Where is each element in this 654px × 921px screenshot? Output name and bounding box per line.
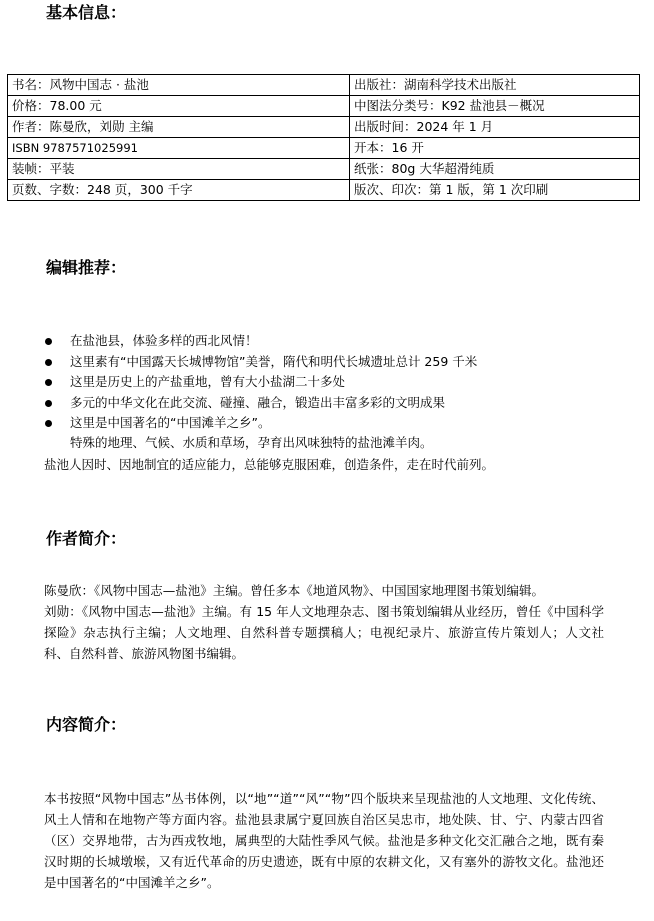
bullet-icon (45, 400, 52, 407)
classification-cell: 中图法分类号：K92 盐池县－概况 (350, 96, 640, 117)
publisher-cell: 出版社：湖南科学技术出版社 (350, 75, 640, 96)
table-row (8, 75, 640, 96)
isbn-cell: ISBN 9787571025991 (8, 138, 350, 159)
editor-indented-line: 特殊的地理、气候、水质和草场，孕育出风味独特的盐池滩羊肉。 (70, 435, 433, 450)
list-item (44, 413, 624, 434)
edition-cell: 版次、印次：第 1 版，第 1 次印刷 (350, 180, 640, 201)
binding-cell: 装帧：平装 (8, 159, 350, 180)
basic-info-heading: 基本信息： (46, 3, 127, 22)
author-paragraph-chen: 陈曼欣：《风物中国志—盐池》主编。曾任多本《地道风物》、中国国家地理图书策划编辑。 (44, 583, 545, 598)
table-row (8, 96, 640, 117)
content-paragraph: 本书按照“风物中国志”丛书体例，以“地”“道”“风”“物”四个版块来呈现盐池的人文地理、文化传统、风土人情和在地物产等方面内容。盐池县隶属宁夏回族自治区吴忠市，地处陕、甘、宁、内蒙古四省（区）交界地带，古为西戎牧地，属典型的大陆性季风气候。盐池是多种文化交汇融合之地，既有秦汉时期的长城墩堠，又有近代革命的历史遗迹，既有中原的农耕文化，又有塞外的游牧文化。盐池还是中国著名的“中国滩羊之乡”。 (44, 791, 604, 890)
editor-closing-line: 盐池人因时、因地制宜的适应能力，总能够克服困难，创造条件，走在时代前列。 (44, 457, 495, 472)
pages-cell: 页数、字数：248 页，300 千字 (8, 180, 350, 201)
author-cell: 作者：陈曼欣，刘勋 主编 (8, 117, 350, 138)
author-intro-heading: 作者简介： (46, 529, 127, 548)
bullet-text: 多元的中华文化在此交流、碰撞、融合，锻造出丰富多彩的文明成果 (70, 394, 446, 410)
editor-bullet-list (44, 331, 624, 434)
list-item (44, 352, 624, 373)
list-item (44, 331, 624, 352)
content-intro-heading: 内容简介： (46, 715, 127, 734)
author-paragraph-liu: 刘勋：《风物中国志—盐池》主编。有 15 年人文地理杂志、图书策划编辑从业经历，曾任《中国科学探险》杂志执行主编；人文地理、自然科普专题撰稿人；电视纪录片、旅游宣传片策划人；人文社科、自然科普、旅游风物图书编辑。 (44, 604, 604, 661)
basic-info-table (7, 74, 640, 201)
bullet-icon (45, 359, 52, 366)
editor-recommendation-heading: 编辑推荐： (46, 258, 127, 277)
bullet-text: 这里是历史上的产盐重地，曾有大小盐湖二十多处 (70, 374, 346, 389)
bullet-text: 这里是中国著名的“中国滩羊之乡”。 (70, 415, 271, 430)
bullet-icon (45, 379, 52, 386)
book-title-cell: 书名：风物中国志 · 盐池 (8, 75, 350, 96)
publish-date-cell: 出版时间：2024 年 1 月 (350, 117, 640, 138)
table-row (8, 180, 640, 201)
price-cell: 价格：78.00 元 (8, 96, 350, 117)
table-row (8, 117, 640, 138)
paper-cell: 纸张：80g 大华超滑纯质 (350, 159, 640, 180)
table-row (8, 138, 640, 159)
bullet-text: 这里素有“中国露天长城博物馆”美誉，隋代和明代长城遗址总计 259 千米 (70, 353, 478, 369)
table-row (8, 159, 640, 180)
list-item (44, 372, 624, 393)
bullet-icon (45, 420, 52, 427)
bullet-icon (45, 338, 52, 345)
list-item (44, 393, 624, 414)
format-cell: 开本：16 开 (350, 138, 640, 159)
bullet-text: 在盐池县，体验多样的西北风情！ (70, 333, 258, 348)
